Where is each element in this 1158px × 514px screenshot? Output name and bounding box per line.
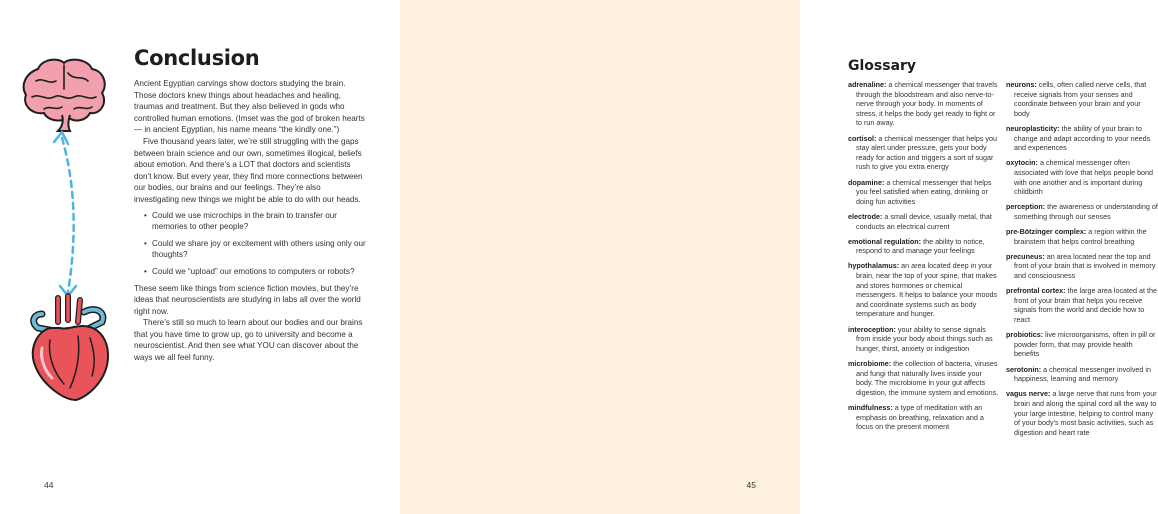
- glossary-definition: a region within the brainstem that helps control breathing: [1014, 227, 1147, 246]
- glossary-term: oxytocin:: [1006, 158, 1038, 168]
- glossary-definition: the awareness or understanding of something through our senses: [1014, 202, 1158, 221]
- paragraph: Five thousand years later, we’re still struggling with the gaps between brain science and our own, sometimes illogical, beliefs about emotion. And there’s a LOT that doctors and scientists don’t know. But every year, they find more connections between our bodies, our brains and our feelings. They’re also investigating new things we might be able to do with our heads.: [134, 136, 363, 204]
- glossary-entry: [1006, 389, 1158, 437]
- glossary-definition: your ability to sense signals from inside your body about things such as hunger, thirst, anxiety or indigestion: [856, 324, 993, 353]
- page-title: Conclusion: [134, 46, 260, 70]
- glossary-definition: a large nerve that runs from your brain and along the spinal cord all the way to your large intestine, helping to control many of your body’s most basic activities, such as digestion and heart rate: [1014, 389, 1157, 437]
- list-item: • Could we “upload” our emotions to computers or robots?: [144, 266, 366, 278]
- glossary-term: mindfulness:: [848, 402, 893, 412]
- glossary-term: vagus nerve:: [1006, 389, 1051, 399]
- glossary-entry: [848, 359, 1000, 397]
- glossary-term: interoception:: [848, 324, 896, 334]
- glossary-term: electrode:: [848, 211, 883, 221]
- paragraph: Ancient Egyptian carvings show doctors studying the brain. Those doctors knew things about headaches and healing, traumas and treatment. But they also believed in gods who controlled human emotions. (Imset was the god of broken hearts — in ancient Egyptian, his name means “the kindly one.”): [134, 79, 365, 135]
- glossary-entry: [1006, 365, 1158, 384]
- brain-icon: [18, 55, 110, 135]
- glossary-term: neurons:: [1006, 80, 1037, 89]
- left-page: [0, 0, 400, 514]
- glossary-definition: a chemical messenger that helps you stay alert under pressure, gets your body ready for action and triggers a sort of sugar rush to give you extra energy: [856, 133, 998, 172]
- glossary-definition: a chemical messenger involved in happiness, learning and memory: [1014, 364, 1152, 384]
- list-item: • Could we share joy or excitement with others using only our thoughts?: [144, 238, 366, 261]
- glossary-definition: the collection of bacteria, viruses and fungi that naturally lives inside your body. The microbiome in your gut affects digestion, the immune system and emotions.: [856, 359, 999, 397]
- paragraph: There’s still so much to learn about our bodies and our brains that you have time to grow up, go to university and become a neuroscientist. And then see what YOU can discover about the ways we all feel funny.: [134, 318, 363, 363]
- bullet-list: [134, 210, 366, 278]
- glossary-definition: a chemical messenger that helps you feel satisfied when eating, drinking or doing fun activities: [856, 177, 992, 206]
- glossary-definition: an area located near the top and front of your brain that is involved in memory and consciousness: [1014, 251, 1156, 281]
- glossary-entry: [848, 134, 1000, 172]
- glossary-entry: [1006, 286, 1158, 324]
- glossary-definition: the large area located at the front of your brain that helps you receive signals from the world and decide how to react: [1014, 286, 1158, 325]
- glossary-column-2: [1006, 80, 1158, 443]
- glossary-title: Glossary: [848, 58, 917, 74]
- glossary-entry: [1006, 80, 1158, 118]
- glossary-entry: [1006, 252, 1158, 281]
- glossary-entry: [848, 80, 1000, 128]
- glossary-entry: [848, 237, 1000, 256]
- glossary-term: adrenaline:: [848, 80, 887, 89]
- glossary-definition: live microorganisms, often in pill or powder form, that may provide health benefits: [1014, 330, 1156, 359]
- glossary-entry: [1006, 124, 1158, 153]
- glossary-definition: a type of meditation with an emphasis on breathing, relaxation and a focus on the present moment: [856, 402, 984, 432]
- glossary-term: precuneus:: [1006, 251, 1045, 261]
- page-number: 44: [44, 480, 54, 490]
- glossary-definition: the ability to notice, respond to and manage your feelings: [856, 236, 985, 256]
- glossary-definition: an area located deep in your brain, near the top of your spine, that makes and stores hormones or chemical messengers. It helps to balance your moods and coordinate systems such as body temperature and hunger.: [856, 261, 998, 319]
- glossary-entry: [1006, 330, 1158, 359]
- glossary-entry: [1006, 202, 1158, 221]
- glossary-entry: [848, 261, 1000, 319]
- glossary-term: neuroplasticity:: [1006, 123, 1060, 133]
- heart-icon: [20, 292, 120, 404]
- paragraph: These seem like things from science fiction movies, but they’re ideas that neuroscientists are studying in labs all over the world right now.: [134, 283, 361, 316]
- glossary-entry: [1006, 158, 1158, 196]
- dashed-arrow-icon: [44, 130, 84, 300]
- glossary-term: microbiome:: [848, 359, 892, 368]
- glossary-definition: a chemical messenger often associated with love that helps people bond with one another and is important during childbirth: [1014, 158, 1154, 197]
- glossary-entry: [848, 403, 1000, 432]
- page-number: 45: [746, 480, 756, 490]
- glossary-definition: the ability of your brain to change and adapt according to your needs and experiences: [1014, 123, 1151, 153]
- glossary-term: hypothalamus:: [848, 261, 900, 271]
- glossary-entry: [848, 325, 1000, 354]
- glossary-term: serotonin:: [1006, 364, 1042, 374]
- conclusion-body: [134, 78, 366, 364]
- glossary-term: cortisol:: [848, 133, 877, 143]
- glossary-entry: [1006, 227, 1158, 246]
- glossary-term: prefrontal cortex:: [1006, 286, 1066, 296]
- glossary-definition: a small device, usually metal, that conducts an electrical current: [856, 211, 992, 231]
- glossary-column-1: [848, 80, 1000, 437]
- glossary-term: probiotics:: [1006, 330, 1044, 340]
- glossary-term: dopamine:: [848, 177, 885, 187]
- glossary-definition: cells, often called nerve cells, that receive signals from your senses and coordinate between your brain and your body: [1014, 80, 1147, 118]
- right-page: [400, 0, 1158, 514]
- glossary-term: emotional regulation:: [848, 236, 922, 246]
- glossary-definition: a chemical messenger that travels through the bloodstream and also nerve-to-nerve through your body. In moments of stress, it helps the body get ready to fight or to run away.: [856, 80, 998, 128]
- glossary-term: pre-Bötzinger complex:: [1006, 227, 1087, 237]
- glossary-term: perception:: [1006, 202, 1046, 212]
- list-item: • Could we use microchips in the brain to transfer our memories to other people?: [144, 210, 366, 233]
- glossary-entry: [848, 178, 1000, 207]
- glossary-entry: [848, 212, 1000, 231]
